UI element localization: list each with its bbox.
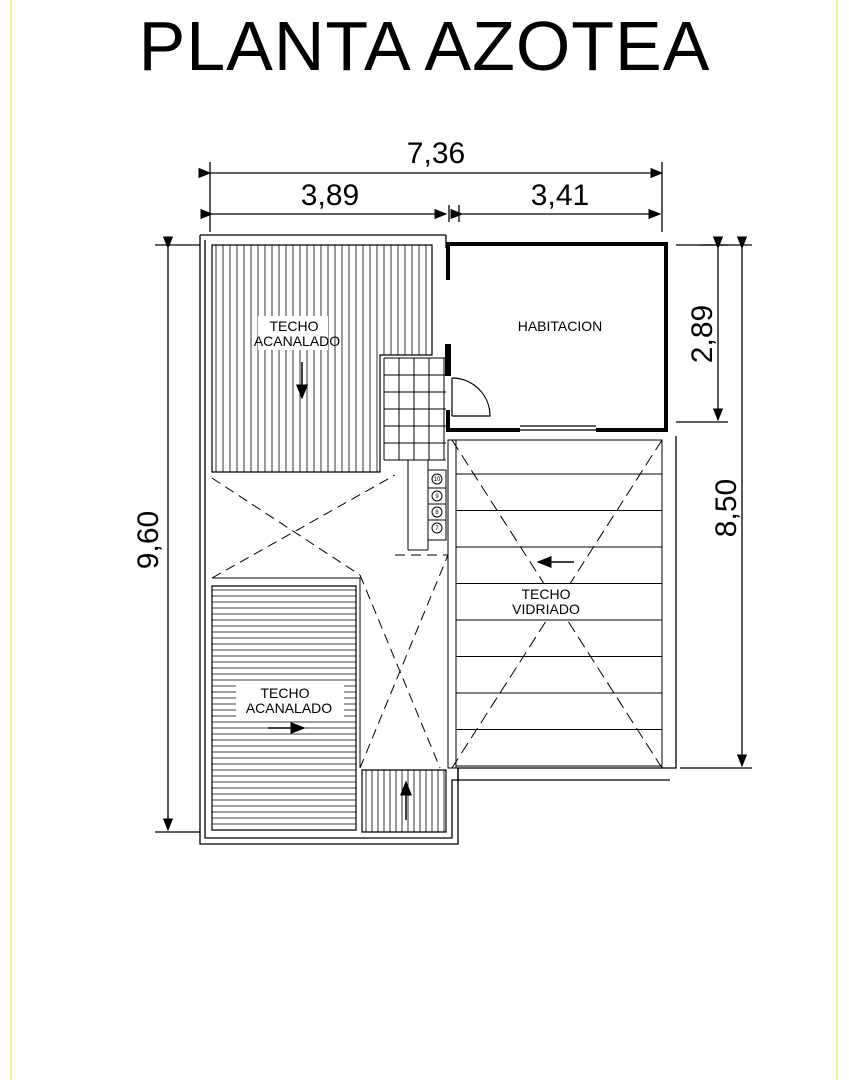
stair-grid (384, 358, 446, 460)
stair-number-10: 10 (433, 477, 441, 483)
dim-room-height: 2,89 (686, 304, 719, 364)
stair-number-8: 8 (435, 510, 439, 516)
label-techo-vidriado-1: TECHO (521, 586, 571, 602)
label-techo-acanalado-top-1: TECHO (269, 318, 319, 334)
habitacion-room (448, 244, 666, 430)
dim-total-height: 9,60 (132, 510, 165, 570)
dim-total-width: 7,36 (406, 137, 466, 170)
label-techo-acanalado-bottom-2: ACANALADO (245, 700, 333, 716)
label-techo-acanalado-bottom-1: TECHO (260, 685, 310, 701)
techo-vidriado-panels (456, 474, 662, 766)
label-habitacion: HABITACION (517, 318, 603, 334)
dim-right-width: 3,41 (530, 179, 590, 212)
techo-small-hatch (366, 770, 444, 832)
label-techo-acanalado-top-2: ACANALADO (253, 333, 341, 349)
void-dashed-cross (212, 475, 448, 768)
stair-number-7: 7 (435, 526, 439, 532)
drawing-title: PLANTA AZOTEA (138, 7, 711, 85)
label-techo-vidriado-2: VIDRIADO (512, 601, 580, 617)
dim-left-width: 3,89 (300, 179, 360, 212)
stair-number-9: 9 (435, 494, 439, 500)
stair-steps (408, 460, 446, 550)
dim-right-height: 8,50 (710, 478, 743, 538)
